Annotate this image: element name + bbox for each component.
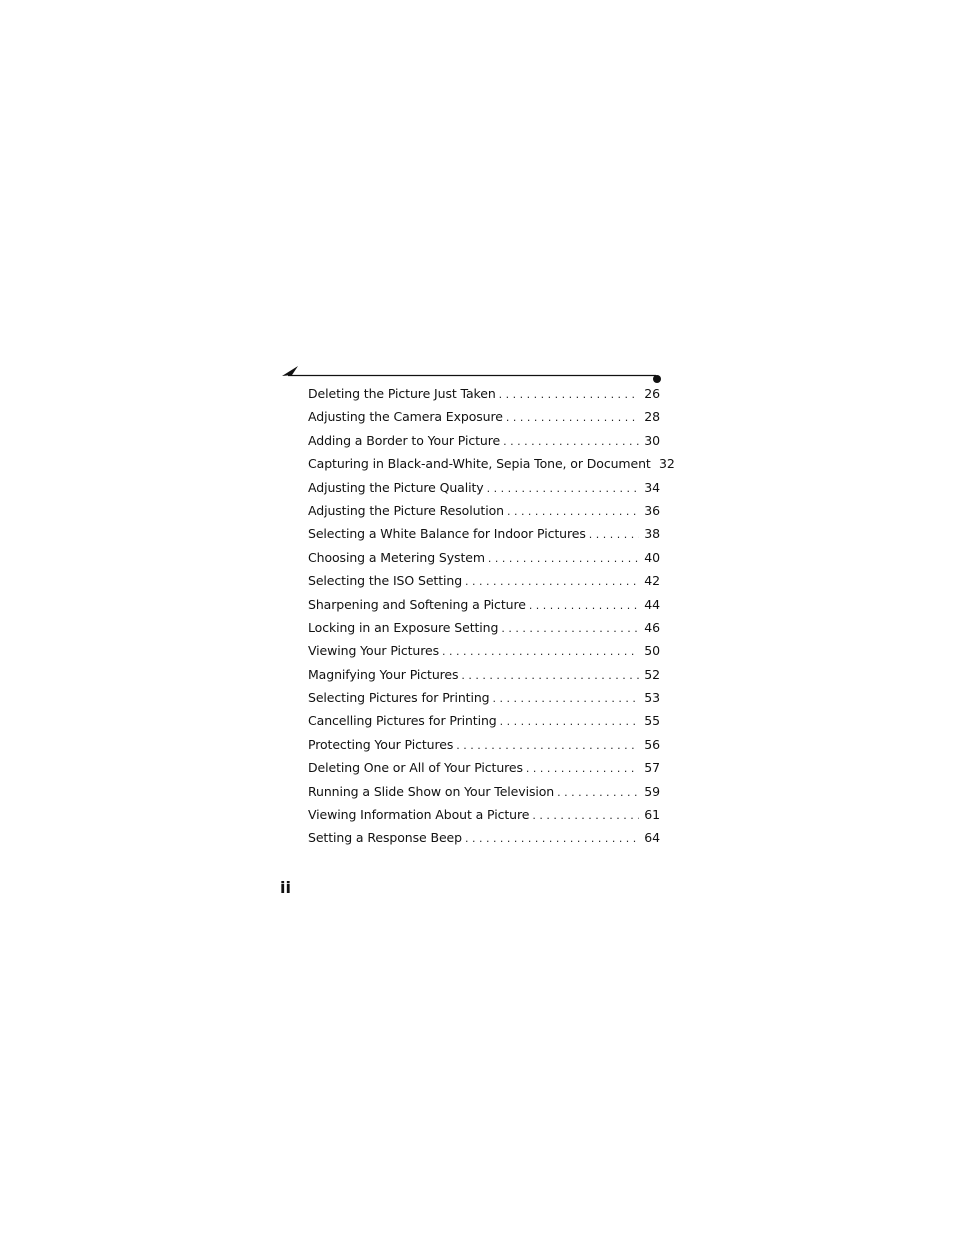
toc-entry[interactable] (308, 456, 675, 479)
toc-dot-leader (501, 622, 639, 635)
toc-dot-leader (442, 645, 639, 658)
toc-entry-page: 61 (644, 807, 660, 823)
toc-entry-page: 52 (644, 666, 660, 682)
toc-entry[interactable] (308, 620, 660, 643)
header-arrow-rule (280, 362, 666, 386)
toc-entry-page: 64 (644, 830, 660, 846)
toc-entry-page: 55 (644, 713, 660, 729)
toc-entry-page: 59 (644, 783, 660, 799)
toc-dot-leader (500, 715, 639, 728)
toc-entry[interactable] (308, 643, 660, 666)
toc-entry[interactable] (308, 503, 660, 526)
toc-entry-title: Deleting One or All of Your Pictures (308, 760, 523, 776)
toc-entry[interactable] (308, 433, 660, 456)
toc-dot-leader (506, 411, 639, 424)
toc-entry-title: Deleting the Picture Just Taken (308, 386, 496, 401)
toc-dot-leader (465, 575, 639, 588)
toc-entry[interactable] (308, 760, 660, 783)
table-of-contents (308, 386, 675, 854)
toc-entry-title: Sharpening and Softening a Picture (308, 596, 526, 612)
toc-entry[interactable] (308, 713, 660, 736)
toc-entry[interactable] (308, 807, 660, 830)
toc-entry-page: 53 (644, 690, 660, 706)
toc-dot-leader (532, 809, 639, 822)
toc-entry-title: Cancelling Pictures for Printing (308, 713, 497, 729)
toc-entry-page: 26 (644, 386, 660, 401)
toc-entry[interactable] (308, 690, 660, 713)
toc-entry-title: Viewing Information About a Picture (308, 807, 530, 823)
toc-dot-leader (465, 832, 639, 845)
toc-entry[interactable] (308, 409, 660, 432)
toc-entry-page: 36 (644, 502, 660, 518)
bullet-dot-icon (653, 375, 661, 383)
toc-entry[interactable] (308, 597, 660, 620)
toc-entry-page: 30 (644, 432, 660, 448)
toc-entry-page: 50 (644, 643, 660, 659)
toc-entry[interactable] (308, 573, 660, 596)
toc-entry-title: Choosing a Metering System (308, 549, 485, 565)
toc-entry-title: Selecting Pictures for Printing (308, 690, 490, 706)
toc-entry[interactable] (308, 526, 660, 549)
toc-entry-title: Capturing in Black-and-White, Sepia Tone, or Document (308, 456, 651, 472)
toc-entry-page: 34 (644, 479, 660, 495)
toc-entry-title: Magnifying Your Pictures (308, 666, 459, 682)
toc-entry-title: Selecting a White Balance for Indoor Pictures (308, 526, 586, 542)
toc-entry-title: Protecting Your Pictures (308, 736, 454, 752)
toc-entry[interactable] (308, 480, 660, 503)
toc-dot-leader (492, 692, 639, 705)
toc-entry-page: 28 (644, 409, 660, 425)
toc-dot-leader (503, 435, 639, 448)
toc-entry-title: Adding a Border to Your Picture (308, 432, 501, 448)
toc-dot-leader (499, 388, 639, 401)
toc-dot-leader (507, 505, 639, 518)
toc-entry[interactable] (308, 830, 660, 853)
toc-entry-title: Adjusting the Picture Resolution (308, 502, 504, 518)
toc-entry-page: 46 (644, 619, 660, 635)
toc-dot-leader (456, 739, 639, 752)
toc-dot-leader (461, 669, 639, 682)
toc-entry-title: Setting a Response Beep (308, 830, 462, 846)
toc-entry-title: Adjusting the Picture Quality (308, 479, 484, 495)
toc-entry[interactable] (308, 667, 660, 690)
toc-entry-page: 42 (644, 573, 660, 589)
toc-entry[interactable] (308, 386, 660, 409)
toc-entry[interactable] (308, 550, 660, 573)
toc-dot-leader (526, 762, 639, 775)
toc-entry[interactable] (308, 784, 660, 807)
toc-entry-title: Running a Slide Show on Your Television (308, 783, 555, 799)
toc-dot-leader (529, 599, 639, 612)
toc-dot-leader (589, 528, 639, 541)
toc-entry-page: 56 (644, 736, 660, 752)
toc-entry-title: Selecting the ISO Setting (308, 573, 463, 589)
toc-entry-title: Viewing Your Pictures (308, 643, 440, 659)
toc-entry-page: 44 (644, 596, 660, 612)
toc-entry-page: 38 (644, 526, 660, 542)
toc-entry-page: 32 (659, 456, 675, 472)
toc-entry-title: Locking in an Exposure Setting (308, 619, 499, 635)
toc-entry-page: 40 (644, 549, 660, 565)
toc-entry-title: Adjusting the Camera Exposure (308, 409, 503, 425)
toc-dot-leader (557, 786, 639, 799)
arrowhead-icon (282, 366, 298, 376)
toc-dot-leader (488, 552, 639, 565)
page-number: ii (280, 878, 291, 897)
toc-dot-leader (487, 482, 639, 495)
toc-entry[interactable] (308, 737, 660, 760)
toc-entry-page: 57 (644, 760, 660, 776)
